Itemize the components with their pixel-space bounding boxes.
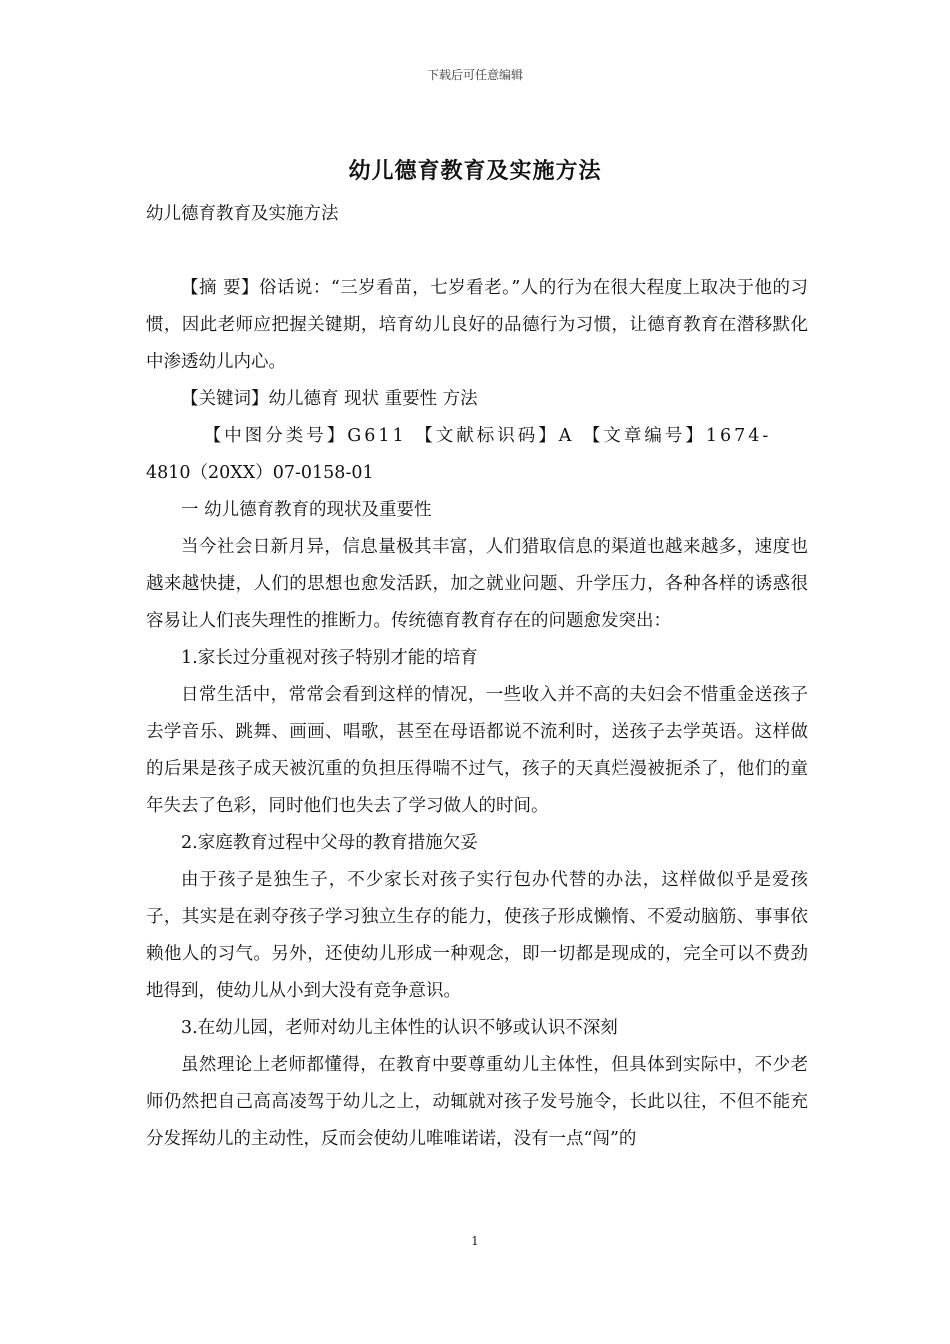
- classification-line-continued: 4810（20XX）07-0158-01: [146, 463, 374, 483]
- point-3-paragraph: 虽然理论上老师都懂得，在教育中要尊重幼儿主体性，但具体到实际中，不少老师仍然把自己高高凌驾于幼儿之上，动辄就对孩子发号施令，长此以往，不但不能充分发挥幼儿的主动性，反而会使幼儿唯唯诺诺，没有一点“闯”的: [146, 1055, 808, 1149]
- point-2-paragraph: 由于孩子是独生子，不少家长对孩子实行包办代替的办法，这样做似乎是爱孩子，其实是在剥夺孩子学习独立生存的能力，使孩子形成懒惰、不爱动脑筋、事事依赖他人的习气。另外，还使幼儿形成一种观念，即一切都是现成的，完全可以不费劲地得到，使幼儿从小到大没有竞争意识。: [146, 870, 808, 1001]
- page-number: 1: [471, 1234, 479, 1248]
- document-subtitle: 幼儿德育教育及实施方法: [146, 204, 339, 224]
- section-heading: 一 幼儿德育教育的现状及重要性: [181, 500, 432, 520]
- point-1-paragraph: 日常生活中，常常会看到这样的情况，一些收入并不高的夫妇会不惜重金送孩子去学音乐、跳舞、画画、唱歌，甚至在母语都说不流利时，送孩子去学英语。这样做的后果是孩子成天被沉重的负担压得喘不过气，孩子的天真烂漫被扼杀了，他们的童年失去了色彩，同时他们也失去了学习做人的时间。: [146, 685, 808, 816]
- keywords-line: 【关键词】幼儿德育 现状 重要性 方法: [181, 389, 478, 409]
- document-body: [146, 196, 808, 1158]
- point-2-heading: 2.家庭教育过程中父母的教育措施欠妥: [181, 833, 478, 853]
- point-1-heading: 1.家长过分重视对孩子特别才能的培育: [181, 648, 478, 668]
- header-note: 下载后可任意编辑: [426, 68, 523, 82]
- classification-line: 【中图分类号】G611 【文献标识码】A 【文章编号】1674-: [203, 426, 772, 446]
- abstract-paragraph: 【摘 要】俗话说：“三岁看苗，七岁看老。”人的行为在很大程度上取决于他的习惯，因此老师应把握关键期，培育幼儿良好的品德行为习惯，让德育教育在潜移默化中渗透幼儿内心。: [146, 278, 808, 372]
- point-3-heading: 3.在幼儿园，老师对幼儿主体性的认识不够或认识不深刻: [181, 1018, 618, 1038]
- section-intro-paragraph: 当今社会日新月异，信息量极其丰富，人们猎取信息的渠道也越来越多，速度也越来越快捷，人们的思想也愈发活跃，加之就业问题、升学压力，各种各样的诱惑很容易让人们丧失理性的推断力。传统德育教育存在的问题愈发突出：: [146, 537, 808, 631]
- document-title: 幼儿德育教育及实施方法: [348, 158, 602, 184]
